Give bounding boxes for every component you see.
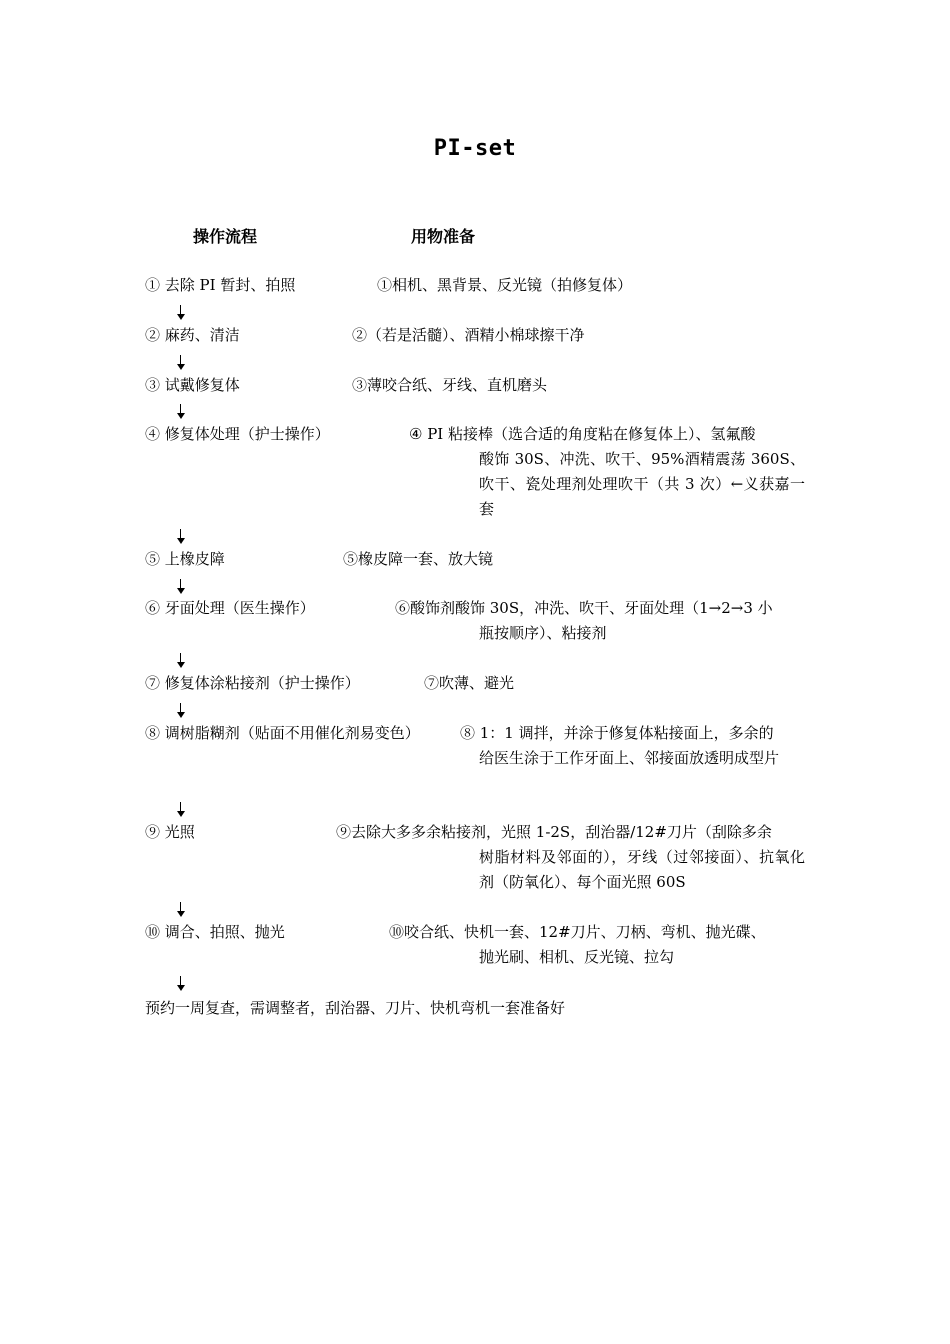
down-arrow-icon: [173, 355, 189, 371]
step-label: ④ 修复体处理（护士操作）: [145, 425, 330, 443]
down-arrow-icon: [173, 802, 189, 818]
prep-continuation: 抛光刷、相机、反光镜、拉勾: [479, 948, 675, 966]
prep-text: ⑥酸饰剂酸饰 30S，冲洗、吹干、牙面处理（1→2→3 小: [395, 599, 773, 617]
down-arrow-icon: [173, 902, 189, 918]
step-label: ⑧ 调树脂糊剂（贴面不用催化剂易变色）: [145, 724, 420, 742]
prep-text: ⑧ 1：1 调拌，并涂于修复体粘接面上，多余的: [460, 724, 774, 742]
down-arrow-icon: [173, 653, 189, 669]
step-label: ③ 试戴修复体: [145, 376, 240, 394]
prep-text: ⑨去除大多多余粘接剂，光照 1-2S，刮治器/12#刀片（刮除多余: [336, 823, 772, 841]
step-label: ⑦ 修复体涂粘接剂（护士操作）: [145, 674, 360, 692]
prep-text: ③薄咬合纸、牙线、直机磨头: [352, 376, 548, 394]
prep-text: ⑤橡皮障一套、放大镜: [343, 550, 494, 568]
down-arrow-icon: [173, 976, 189, 992]
step-label: ① 去除 PI 暂封、拍照: [145, 276, 296, 294]
prep-text: ②（若是活髓）、酒精小棉球擦干净: [352, 326, 585, 344]
prep-text: ⑦吹薄、避光: [424, 674, 515, 692]
preparation-column-heading: 用物准备: [411, 227, 476, 246]
down-arrow-icon: [173, 305, 189, 321]
prep-text: ⑩咬合纸、快机一套、12#刀片、刀柄、弯机、抛光碟、: [389, 923, 766, 941]
prep-text: ④ PI 粘接棒（选合适的角度粘在修复体上）、氢氟酸: [409, 425, 756, 443]
prep-continuation: 瓶按顺序）、粘接剂: [479, 624, 607, 642]
page-title: PI-set: [433, 136, 517, 161]
follow-up-note: 预约一周复查，需调整者，刮治器、刀片、快机弯机一套准备好: [145, 999, 566, 1017]
procedure-column-heading: 操作流程: [193, 227, 258, 246]
down-arrow-icon: [173, 529, 189, 545]
prep-text: ①相机、黑背景、反光镜（拍修复体）: [377, 276, 633, 294]
step-label: ⑨ 光照: [145, 823, 195, 841]
down-arrow-icon: [173, 404, 189, 420]
prep-continuation: 树脂材料及邻面的），牙线（过邻接面）、抗氧化剂（防氧化）、每个面光照 60S: [479, 848, 805, 891]
prep-continuation: 给医生涂于工作牙面上、邻接面放透明成型片: [479, 749, 780, 767]
down-arrow-icon: [173, 579, 189, 595]
step-label: ⑩ 调合、拍照、抛光: [145, 923, 285, 941]
step-label: ⑤ 上橡皮障: [145, 550, 225, 568]
step-label: ② 麻药、清洁: [145, 326, 240, 344]
prep-continuation: 酸饰 30S、冲洗、吹干、95%酒精震荡 360S、吹干、瓷处理剂处理吹干（共 3 次）←义获嘉一套: [479, 450, 805, 518]
step-label: ⑥ 牙面处理（医生操作）: [145, 599, 315, 617]
down-arrow-icon: [173, 703, 189, 719]
